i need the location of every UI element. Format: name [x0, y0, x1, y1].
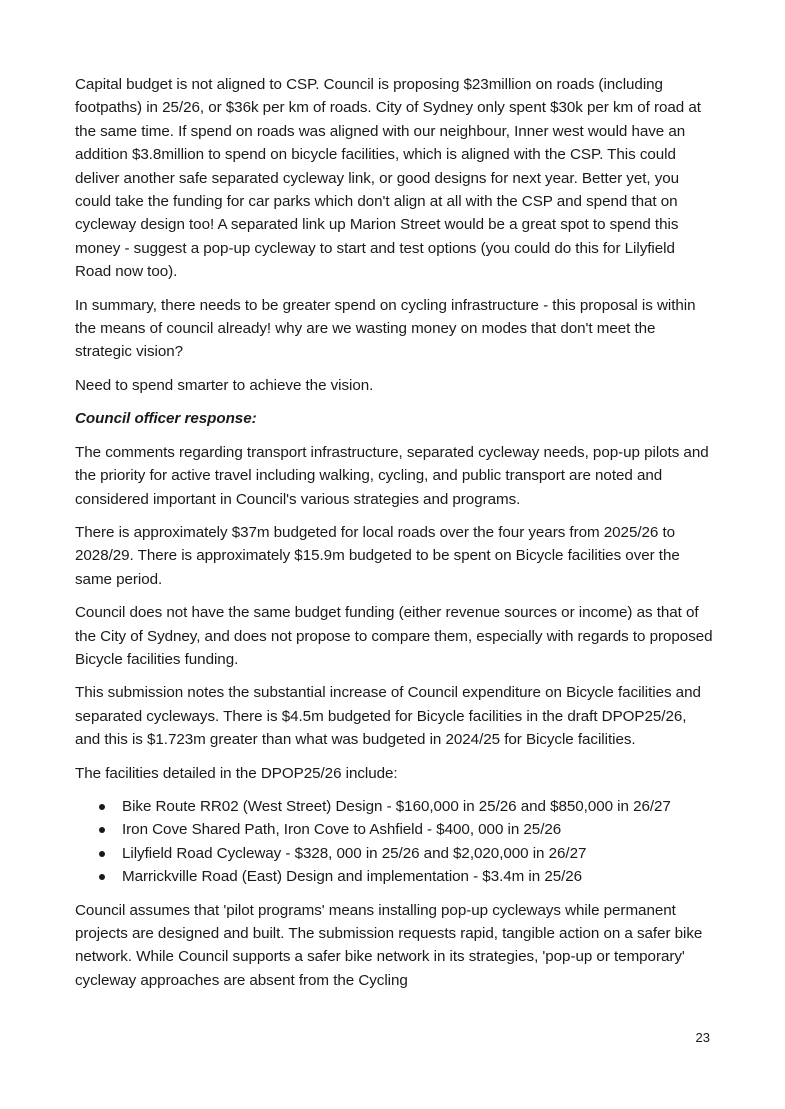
council-officer-response-heading: Council officer response: [75, 410, 257, 428]
submission-paragraph-budget: Capital budget is not aligned to CSP. Council is proposing $23million on roads (including footpaths) in 25/26, or $36k per km of roads. City of Sydney only spent $30k per km of road at the same time. If spend on roads was aligned with our neighbour, Inner west would have an addition $3.8million to spend on bicycle facilities, which is aligned with the CSP. This could deliver another safe separated cycleway link, or good designs for next year. Better yet, you could take the funding for car parks which don't align at all with the CSP and spend that on cycleway design too! A separated link up Marion Street would be a great spot to spend this money - suggest a pop-up cycleway to start and test options (you could do this for Lilyfield Road now too). [75, 76, 701, 281]
response-paragraph-comments: The comments regarding transport infrastructure, separated cycleway needs, pop-up pilots and the priority for active travel including walking, cycling, and public transport are noted and considered important in Council's various strategies and programs. [75, 443, 709, 508]
submission-paragraph-summary: In summary, there needs to be greater spend on cycling infrastructure - this proposal is within the means of council already! why are we wasting money on modes that don't meet the strategic vision? [75, 296, 696, 361]
response-paragraph-roads-budget: There is approximately $37m budgeted for local roads over the four years from 2025/26 to 2028/29. There is approximately $15.9m budgeted to be spent on Bicycle facilities over the same period. [75, 523, 680, 588]
list-item-text: Bike Route RR02 (West Street) Design - $160,000 in 25/26 and $850,000 in 26/27 [122, 797, 671, 815]
response-paragraph-city-of-sydney: Council does not have the same budget funding (either revenue sources or income) as that of the City of Sydney, and does not propose to compare them, especially with regards to proposed Bicycle facilities funding. [75, 604, 713, 668]
submission-paragraph-closing: Need to spend smarter to achieve the vision. [75, 376, 374, 394]
list-item-text: Iron Cove Shared Path, Iron Cove to Ashfield - $400, 000 in 25/26 [122, 821, 562, 839]
bullet-icon [99, 827, 105, 833]
bullet-icon [99, 804, 105, 810]
list-item [75, 795, 715, 818]
response-paragraph-expenditure: This submission notes the substantial increase of Council expenditure on Bicycle facilities and separated cycleways. There is $4.5m budgeted for Bicycle facilities in the draft DPOP25/26, and this is $1.723m greater than what was budgeted in 2024/25 for Bicycle facilities. [75, 684, 701, 749]
list-item-text: Lilyfield Road Cycleway - $328, 000 in 25/26 and $2,020,000 in 26/27 [122, 844, 587, 862]
list-item [75, 842, 715, 865]
response-paragraph-pilot-programs: Council assumes that 'pilot programs' means installing pop-up cycleways while permanent projects are designed and built. The submission requests rapid, tangible action on a safer bike network. While Council supports a safer bike network in its strategies, 'pop-up or temporary' cycleway approaches are absent from the Cycling [75, 901, 703, 989]
list-item [75, 865, 715, 888]
response-paragraph-facilities-intro: The facilities detailed in the DPOP25/26 include: [75, 764, 398, 782]
list-item-text: Marrickville Road (East) Design and implementation - $3.4m in 25/26 [122, 868, 583, 886]
bullet-icon [99, 851, 105, 857]
facilities-list [75, 795, 715, 889]
page-number: 23 [695, 1030, 710, 1045]
bullet-icon [99, 874, 105, 880]
page-content [75, 73, 715, 1002]
list-item [75, 818, 715, 841]
